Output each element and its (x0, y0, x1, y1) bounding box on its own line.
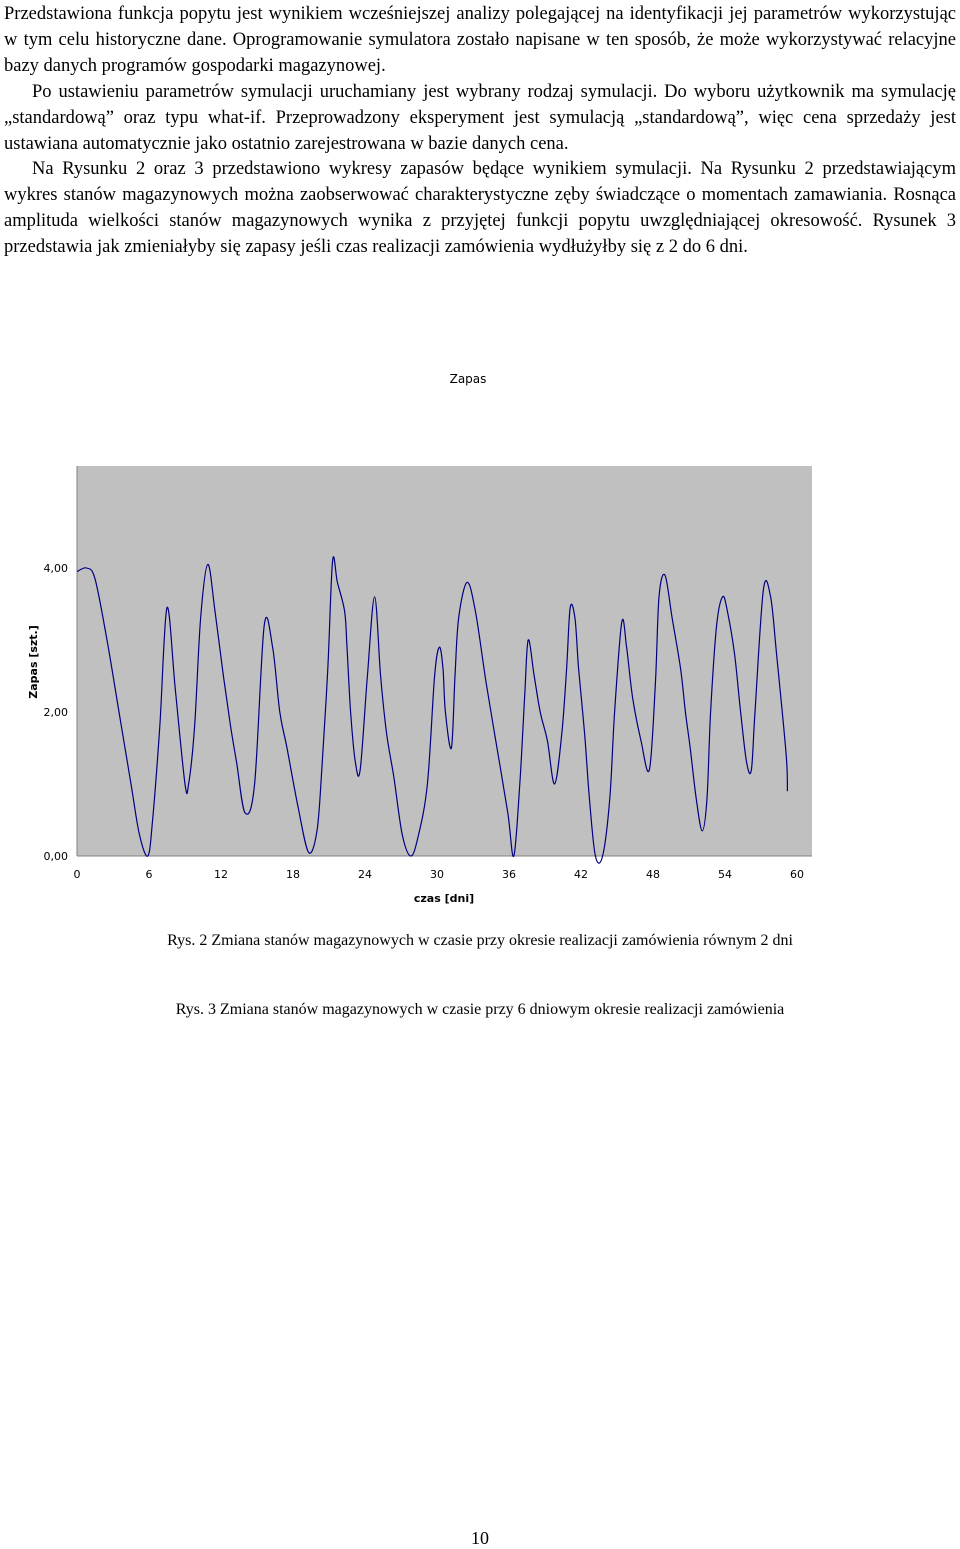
paragraph-2: Po ustawieniu parametrów symulacji uruchamiany jest wybrany rodzaj symulacji. Do wyboru użytkownik ma symulację „standardową” oraz typu what-if. Przeprowadzony eksperyment jest symulacją „standardową”, więc cena sprzedaży jest ustawiana automatycznie jako ostatnio zarejestrowana w bazie danych cena. (4, 81, 956, 154)
x-tick-label: 36 (502, 868, 516, 881)
body-text (4, 2, 956, 261)
x-tick-label: 0 (73, 868, 81, 881)
x-axis-label: czas [dni] (413, 892, 475, 905)
x-tick-label: 18 (286, 868, 300, 881)
x-tick-label: 24 (358, 868, 372, 881)
x-tick-label: 42 (574, 868, 588, 881)
x-tick-label: 12 (214, 868, 228, 881)
x-tick-label: 30 (430, 868, 444, 881)
figure-2-caption: Rys. 2 Zmiana stanów magazynowych w czasie przy okresie realizacji zamówienia równym 2 dni (167, 932, 793, 949)
y-tick-label: 4,00 (43, 562, 68, 575)
y-tick-label: 0,00 (43, 850, 68, 863)
chart-title: Zapas (449, 372, 487, 386)
paragraph-1: Przedstawiona funkcja popytu jest wynikiem wcześniejszej analizy polegającej na identyfikacji jej parametrów wykorzystując w tym celu historyczne dane. Oprogramowanie symulatora zostało napisane w ten sposób, że może wykorzystywać relacyjne bazy danych programów gospodarki magazynowej. (4, 4, 956, 76)
inventory-line-chart (0, 355, 960, 915)
figure-3-caption: Rys. 3 Zmiana stanów magazynowych w czasie przy 6 dniowym okresie realizacji zamówienia (175, 1001, 785, 1018)
y-tick-label: 2,00 (43, 706, 68, 719)
x-tick-labels (74, 868, 805, 881)
y-axis-label: Zapas [szt.] (27, 625, 40, 699)
plot-area (77, 466, 812, 856)
page-number: 10 (471, 1528, 489, 1548)
x-tick-label: 60 (790, 868, 804, 881)
paragraph-3: Na Rysunku 2 oraz 3 przedstawiono wykresy zapasów będące wynikiem symulacji. Na Rysunku 2 przedstawiającym wykres stanów magazynowych można zaobserwować charakterystyczne zęby świadczące o momentach zamawiania. Rosnąca amplituda wielkości stanów magazynowych wynika z przyjętej funkcji popytu uwzględniającej okresowość. Rysunek 3 przedstawia jak zmieniałyby się zapasy jeśli czas realizacji zamówienia wydłużyłby się z 2 do 6 dni. (4, 159, 956, 258)
y-tick-labels (44, 562, 69, 863)
x-tick-label: 6 (145, 868, 153, 881)
x-tick-label: 54 (718, 868, 732, 881)
x-tick-label: 48 (646, 868, 660, 881)
